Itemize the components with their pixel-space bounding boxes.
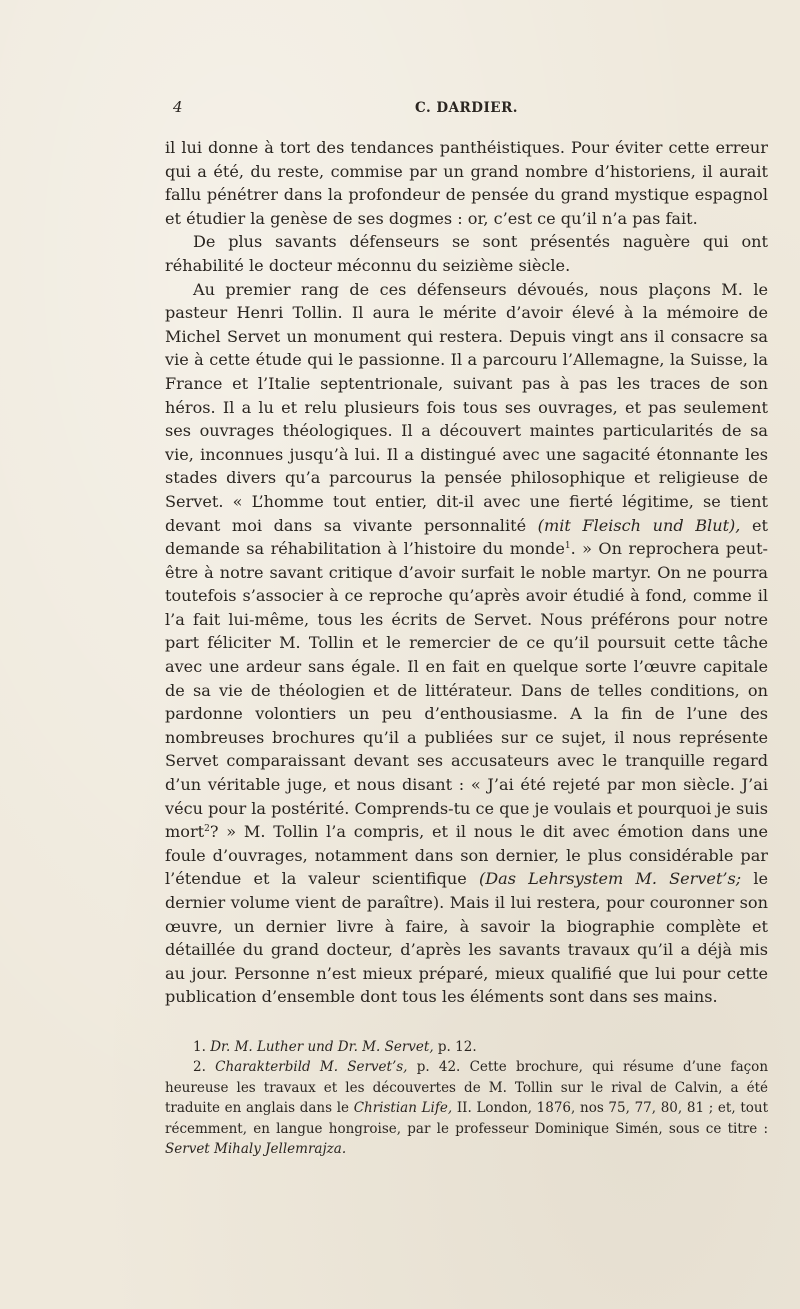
footnote-2-number: 2.	[193, 1059, 206, 1076]
footnote-ref-1: 1	[564, 541, 571, 552]
footnote-2	[165, 1057, 768, 1160]
footnote-1-title: Dr. M. Luther und Dr. M. Servet,	[210, 1038, 434, 1055]
running-head: C. DARDIER.	[414, 100, 519, 116]
footnote-2-text-b: II. London, 1876, nos 75, 77, 80, 81 ; et, tout récemment, en langue hongroise, par le professeur Dominique Simén, sous ce titre :	[165, 1100, 768, 1137]
footnote-1-text: p. 12.	[433, 1038, 477, 1055]
page	[165, 98, 768, 1160]
paragraph-3-italic-d: (Das Lehrsystem M. Servet’s;	[478, 869, 742, 889]
paragraph-3-part-b: et demande sa réhabilitation à l’histoire du monde	[165, 515, 769, 559]
footnotes	[165, 1037, 768, 1160]
footnote-1-number: 1.	[193, 1038, 206, 1055]
footnote-2-journal: Christian Life,	[353, 1100, 453, 1117]
footnote-1	[165, 1037, 768, 1058]
paragraph-3-part-c: . » On reprochera peut-être à notre savant critique d’avoir surfait le noble martyr. On ne pourra toutefois s’associer à ce reproche qu’après avoir étudié à fond, comme il l’a fait lui-même, tous les écrits de Servet. Nous préférons pour notre part féliciter M. Tollin et le remercier de ce qu’il poursuit cette tâche avec une ardeur sans égale. Il en fait en quelque sorte l’œuvre capitale de sa vie de théologien et de littérateur. Dans de telles conditions, on pardonne volontiers un peu d’enthousiasme. A la fin de l’une des nombreuses brochures qu’il a publiées sur ce sujet, il nous représente Servet comparaissant devant ses accusateurs avec le tranquille regard d’un véritable juge, et nous disant : « J’ai été rejeté par mon siècle. J’ai vécu pour la postérité. Comprends-tu ce que je voulais et pourquoi je suis mort	[165, 539, 768, 842]
footnote-2-text-a: p. 42. Cette brochure, qui résume d’une façon heureuse les travaux et les découvertes de M. Tollin sur le rival de Calvin, a été traduite en anglais dans le	[165, 1059, 769, 1117]
paragraph-3-part-e: le dernier volume vient de paraître). Mais il lui restera, pour couronner son œuvre, un dernier livre à faire, à savoir la biographie complète et détaillée du grand docteur, d’après les savants travaux qu’il a déjà mis au jour. Personne n’est mieux préparé, mieux qualifié que lui pour cette publication d’ensemble dont tous les éléments sont dans ses mains.	[165, 869, 768, 1007]
page-header	[165, 98, 768, 124]
paragraph-3-part-d: ? » M. Tollin l’a compris, et il nous le dit avec émotion dans une foule d’ouvrages, notamment dans son dernier, le plus considérable par l’étendue et la valeur scientifique	[165, 822, 768, 889]
paragraph-2: De plus savants défenseurs se sont présentés naguère qui ont réhabilité le docteur méconnu du seizième siècle.	[165, 232, 768, 275]
paragraph-3-part-a: Au premier rang de ces défenseurs dévoués, nous plaçons M. le pasteur Henri Tollin. Il aura le mérite d’avoir élevé à la mémoire de Michel Servet un monument qui restera. Depuis vingt ans il consacre sa vie à cette étude qui le passionne. Il a parcouru l’Allemagne, la Suisse, la France et l’Italie septentrionale, suivant pas à pas les traces de son héros. Il a lu et relu plusieurs fois tous ses ouvrages, et pas seulement ses ouvrages théologiques. Il a découvert maintes particularités de sa vie, inconnues jusqu’à lui. Il a distingué avec une sagacité étonnante les stades divers qu’a parcourus la pensée philosophique et religieuse de Servet. « L’homme tout entier, dit-il avec une fierté légitime, se tient devant moi dans sa vivante personnalité	[165, 279, 768, 535]
paragraph-3-italic-a: (mit Fleisch und Blut),	[537, 515, 741, 535]
paragraph-1: il lui donne à tort des tendances panthéistiques. Pour éviter cette erreur qui a été, du reste, commise par un grand nombre d’historiens, il aurait fallu pénétrer dans la profondeur de pensée du grand mystique espagnol et étudier la genèse de ses dogmes : or, c’est ce qu’il n’a pas fait.	[165, 138, 768, 228]
footnote-2-translation-title: Servet Mihaly Jellemrajza.	[165, 1141, 347, 1158]
page-number: 4	[173, 98, 183, 116]
footnote-2-title: Charakterbild M. Servet’s,	[215, 1059, 408, 1076]
body-text	[165, 136, 768, 1009]
paragraph-3	[165, 278, 768, 1009]
footnote-ref-2: 2	[204, 824, 210, 835]
